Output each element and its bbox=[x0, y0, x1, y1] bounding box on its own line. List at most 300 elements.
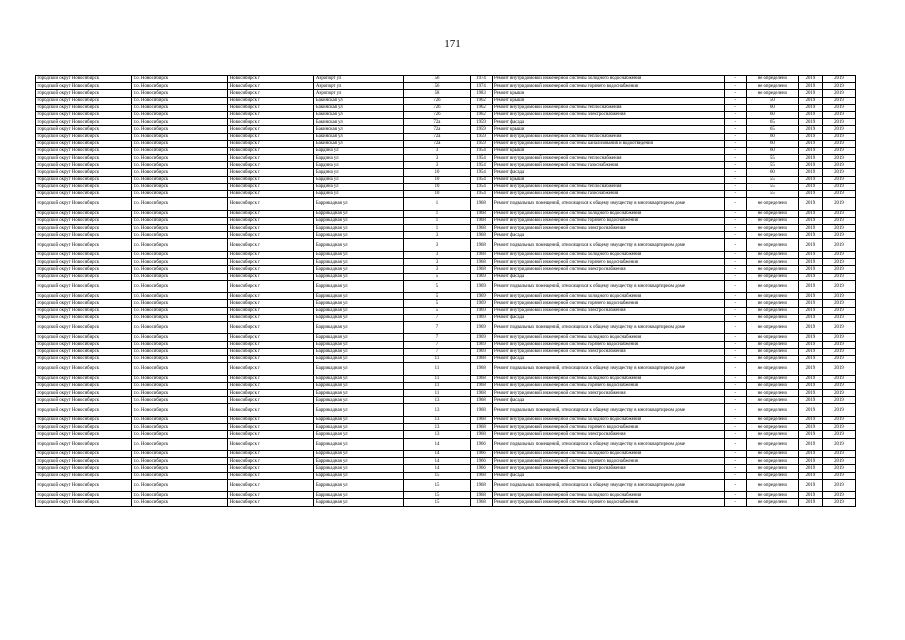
cell-year-end: 2019 bbox=[822, 499, 855, 506]
cell-street: Баррикадная ул bbox=[314, 492, 404, 499]
cell-year-start: 2019 bbox=[798, 104, 822, 111]
cell-year: 1974 bbox=[470, 76, 492, 83]
table-row bbox=[36, 155, 856, 162]
cell-cost: не определено bbox=[746, 465, 798, 472]
cell-city-district: г.о. Новосибирск bbox=[132, 104, 228, 111]
cell-street: Баррикадная ул bbox=[314, 210, 404, 217]
cell-dash: - bbox=[724, 210, 746, 217]
cell-dash: - bbox=[724, 147, 746, 154]
cell-okrug: городской округ Новосибирск bbox=[36, 147, 132, 154]
cell-city-district: г.о. Новосибирск bbox=[132, 348, 228, 355]
cell-year-start: 2019 bbox=[798, 176, 822, 183]
cell-house: 72б bbox=[404, 97, 470, 104]
cell-year-start: 2019 bbox=[798, 375, 822, 382]
cell-street: Баррикадная ул bbox=[314, 375, 404, 382]
cell-okrug: городской округ Новосибирск bbox=[36, 217, 132, 224]
cell-cost: 65 bbox=[746, 126, 798, 133]
cell-house: 15 bbox=[404, 492, 470, 499]
cell-cost: не определено bbox=[746, 266, 798, 273]
cell-city-district: г.о. Новосибирск bbox=[132, 183, 228, 190]
cell-street: Баррикадная ул bbox=[314, 217, 404, 224]
cell-year: 1962 bbox=[470, 97, 492, 104]
cell-city-district: г.о. Новосибирск bbox=[132, 382, 228, 389]
cell-year-end: 2019 bbox=[822, 266, 855, 273]
cell-year-start: 2019 bbox=[798, 416, 822, 423]
cell-year-start: 2019 bbox=[798, 191, 822, 198]
cell-street: Бардина ул bbox=[314, 147, 404, 154]
cell-street: Баррикадная ул bbox=[314, 251, 404, 258]
cell-work-type: Ремонт внутридомовой инженерной системы горячего водоснабжения bbox=[492, 341, 724, 348]
cell-okrug: городской округ Новосибирск bbox=[36, 465, 132, 472]
cell-okrug: городской округ Новосибирск bbox=[36, 479, 132, 492]
cell-year: 1954 bbox=[470, 162, 492, 169]
table-row bbox=[36, 210, 856, 217]
cell-year-start: 2019 bbox=[798, 119, 822, 126]
cell-city-district: г.о. Новосибирск bbox=[132, 126, 228, 133]
cell-year-start: 2019 bbox=[798, 307, 822, 314]
cell-cost: не определено bbox=[746, 307, 798, 314]
cell-street: Баррикадная ул bbox=[314, 431, 404, 438]
cell-city: Новосибирск г bbox=[228, 217, 314, 224]
cell-house: 13 bbox=[404, 404, 470, 417]
cell-city: Новосибирск г bbox=[228, 424, 314, 431]
cell-street: Бардина ул bbox=[314, 191, 404, 198]
cell-year-start: 2019 bbox=[798, 293, 822, 300]
cell-okrug: городской округ Новосибирск bbox=[36, 97, 132, 104]
cell-year-end: 2019 bbox=[822, 334, 855, 341]
cell-okrug: городской округ Новосибирск bbox=[36, 259, 132, 266]
cell-street: Бакинская ул bbox=[314, 111, 404, 118]
cell-dash: - bbox=[724, 225, 746, 232]
cell-city: Новосибирск г bbox=[228, 266, 314, 273]
cell-city: Новосибирск г bbox=[228, 341, 314, 348]
cell-year: 1966 bbox=[470, 451, 492, 458]
cell-okrug: городской округ Новосибирск bbox=[36, 251, 132, 258]
cell-street: Баррикадная ул bbox=[314, 438, 404, 451]
cell-cost: 55 bbox=[746, 183, 798, 190]
cell-dash: - bbox=[724, 321, 746, 334]
cell-house: 10 bbox=[404, 191, 470, 198]
table-row bbox=[36, 266, 856, 273]
cell-year-start: 2019 bbox=[798, 83, 822, 90]
cell-okrug: городской округ Новосибирск bbox=[36, 266, 132, 273]
cell-street: Баррикадная ул bbox=[314, 451, 404, 458]
cell-street: Бардина ул bbox=[314, 176, 404, 183]
cell-street: Бардина ул bbox=[314, 155, 404, 162]
cell-dash: - bbox=[724, 375, 746, 382]
cell-city-district: г.о. Новосибирск bbox=[132, 97, 228, 104]
cell-year-start: 2019 bbox=[798, 225, 822, 232]
cell-cost: не определено bbox=[746, 273, 798, 280]
cell-dash: - bbox=[724, 90, 746, 97]
table-row bbox=[36, 492, 856, 499]
cell-city-district: г.о. Новосибирск bbox=[132, 416, 228, 423]
cell-year-start: 2019 bbox=[798, 465, 822, 472]
cell-city: Новосибирск г bbox=[228, 293, 314, 300]
table-row bbox=[36, 140, 856, 147]
cell-year: 1969 bbox=[470, 334, 492, 341]
cell-year: 1968 bbox=[470, 472, 492, 479]
table-row bbox=[36, 162, 856, 169]
cell-year: 1968 bbox=[470, 266, 492, 273]
cell-city: Новосибирск г bbox=[228, 191, 314, 198]
cell-year-start: 2019 bbox=[798, 397, 822, 404]
cell-year: 1969 bbox=[470, 293, 492, 300]
cell-house: 14 bbox=[404, 465, 470, 472]
cell-work-type: Ремонт внутридомовой инженерной системы горячего водоснабжения bbox=[492, 424, 724, 431]
cell-city-district: г.о. Новосибирск bbox=[132, 314, 228, 321]
cell-cost: не определено bbox=[746, 341, 798, 348]
cell-year-end: 2019 bbox=[822, 492, 855, 499]
table-row bbox=[36, 300, 856, 307]
cell-year: 1954 bbox=[470, 191, 492, 198]
cell-city: Новосибирск г bbox=[228, 314, 314, 321]
cell-year-end: 2019 bbox=[822, 363, 855, 376]
cell-dash: - bbox=[724, 191, 746, 198]
cell-city-district: г.о. Новосибирск bbox=[132, 451, 228, 458]
cell-street: Аэропорт ул bbox=[314, 90, 404, 97]
cell-year-end: 2019 bbox=[822, 183, 855, 190]
cell-cost: не определено bbox=[746, 416, 798, 423]
cell-year: 1969 bbox=[470, 300, 492, 307]
cell-year-start: 2019 bbox=[798, 458, 822, 465]
cell-year-end: 2019 bbox=[822, 479, 855, 492]
table-row bbox=[36, 280, 856, 293]
cell-street: Бардина ул bbox=[314, 162, 404, 169]
cell-city-district: г.о. Новосибирск bbox=[132, 169, 228, 176]
cell-work-type: Ремонт подвальных помещений, относящихся к общему имуществу в многоквартирном доме bbox=[492, 198, 724, 211]
cell-year-end: 2019 bbox=[822, 472, 855, 479]
cell-year-end: 2019 bbox=[822, 133, 855, 140]
cell-year: 1954 bbox=[470, 183, 492, 190]
cell-city: Новосибирск г bbox=[228, 225, 314, 232]
cell-year-end: 2019 bbox=[822, 251, 855, 258]
cell-year-end: 2019 bbox=[822, 397, 855, 404]
cell-year-start: 2019 bbox=[798, 210, 822, 217]
cell-year-start: 2019 bbox=[798, 76, 822, 83]
cell-work-type: Ремонт фасада bbox=[492, 472, 724, 479]
cell-cost: не определено bbox=[746, 259, 798, 266]
table-row bbox=[36, 499, 856, 506]
cell-year-end: 2019 bbox=[822, 217, 855, 224]
cell-okrug: городской округ Новосибирск bbox=[36, 424, 132, 431]
cell-cost: не определено bbox=[746, 451, 798, 458]
cell-year: 1968 bbox=[470, 363, 492, 376]
cell-city: Новосибирск г bbox=[228, 499, 314, 506]
cell-dash: - bbox=[724, 416, 746, 423]
table-row bbox=[36, 251, 856, 258]
cell-city: Новосибирск г bbox=[228, 307, 314, 314]
table-row bbox=[36, 348, 856, 355]
cell-work-type: Ремонт внутридомовой инженерной системы холодного водоснабжения bbox=[492, 293, 724, 300]
table-row bbox=[36, 479, 856, 492]
cell-year: 1966 bbox=[470, 438, 492, 451]
cell-year: 1974 bbox=[470, 83, 492, 90]
cell-street: Баррикадная ул bbox=[314, 225, 404, 232]
cell-year-start: 2019 bbox=[798, 280, 822, 293]
cell-street: Аэропорт ул bbox=[314, 83, 404, 90]
cell-dash: - bbox=[724, 451, 746, 458]
cell-street: Бакинская ул bbox=[314, 133, 404, 140]
cell-city: Новосибирск г bbox=[228, 465, 314, 472]
cell-year-start: 2019 bbox=[798, 162, 822, 169]
cell-house: 72б bbox=[404, 104, 470, 111]
cell-cost: 50 bbox=[746, 97, 798, 104]
cell-work-type: Ремонт крыши bbox=[492, 147, 724, 154]
cell-city: Новосибирск г bbox=[228, 97, 314, 104]
cell-dash: - bbox=[724, 169, 746, 176]
cell-okrug: городской округ Новосибирск bbox=[36, 390, 132, 397]
table-row bbox=[36, 198, 856, 211]
cell-cost: не определено bbox=[746, 314, 798, 321]
cell-city: Новосибирск г bbox=[228, 300, 314, 307]
cell-city: Новосибирск г bbox=[228, 76, 314, 83]
cell-cost: 60 bbox=[746, 169, 798, 176]
table-row bbox=[36, 416, 856, 423]
cell-cost: не определено bbox=[746, 472, 798, 479]
cell-year-end: 2019 bbox=[822, 390, 855, 397]
cell-okrug: городской округ Новосибирск bbox=[36, 293, 132, 300]
cell-work-type: Ремонт внутридомовой инженерной системы холодного водоснабжения bbox=[492, 251, 724, 258]
cell-year: 1969 bbox=[470, 341, 492, 348]
cell-year-end: 2019 bbox=[822, 458, 855, 465]
cell-work-type: Ремонт фасада bbox=[492, 119, 724, 126]
table-row bbox=[36, 431, 856, 438]
cell-city-district: г.о. Новосибирск bbox=[132, 155, 228, 162]
cell-year: 1983 bbox=[470, 90, 492, 97]
cell-dash: - bbox=[724, 97, 746, 104]
cell-city: Новосибирск г bbox=[228, 416, 314, 423]
cell-year: 1969 bbox=[470, 314, 492, 321]
cell-house: 1 bbox=[404, 210, 470, 217]
cell-work-type: Ремонт внутридомовой инженерной системы газоснабжения bbox=[492, 191, 724, 198]
cell-cost: 55 bbox=[746, 162, 798, 169]
cell-house: 3 bbox=[404, 232, 470, 239]
cell-cost: не определено bbox=[746, 424, 798, 431]
cell-year-end: 2019 bbox=[822, 225, 855, 232]
cell-house: 5 bbox=[404, 273, 470, 280]
cell-house: 14 bbox=[404, 458, 470, 465]
table-row bbox=[36, 119, 856, 126]
cell-work-type: Ремонт внутридомовой инженерной системы горячего водоснабжения bbox=[492, 259, 724, 266]
cell-city: Новосибирск г bbox=[228, 321, 314, 334]
cell-work-type: Ремонт крыши bbox=[492, 126, 724, 133]
table-row bbox=[36, 293, 856, 300]
cell-city-district: г.о. Новосибирск bbox=[132, 140, 228, 147]
cell-work-type: Ремонт внутридомовой инженерной системы горячего водоснабжения bbox=[492, 217, 724, 224]
cell-city-district: г.о. Новосибирск bbox=[132, 424, 228, 431]
cell-year-start: 2019 bbox=[798, 479, 822, 492]
cell-okrug: городской округ Новосибирск bbox=[36, 492, 132, 499]
table-row bbox=[36, 458, 856, 465]
cell-work-type: Ремонт внутридомовой инженерной системы электроснабжения bbox=[492, 348, 724, 355]
cell-city: Новосибирск г bbox=[228, 273, 314, 280]
cell-city-district: г.о. Новосибирск bbox=[132, 404, 228, 417]
cell-cost: не определено bbox=[746, 431, 798, 438]
table-row bbox=[36, 451, 856, 458]
table-row bbox=[36, 232, 856, 239]
cell-okrug: городской округ Новосибирск bbox=[36, 321, 132, 334]
cell-okrug: городской округ Новосибирск bbox=[36, 416, 132, 423]
cell-work-type: Ремонт фасада bbox=[492, 169, 724, 176]
cell-year: 1968 bbox=[470, 382, 492, 389]
cell-year: 1968 bbox=[470, 259, 492, 266]
cell-city: Новосибирск г bbox=[228, 280, 314, 293]
table-row bbox=[36, 273, 856, 280]
cell-street: Аэропорт ул bbox=[314, 76, 404, 83]
table-row bbox=[36, 76, 856, 83]
cell-year-start: 2019 bbox=[798, 183, 822, 190]
cell-dash: - bbox=[724, 465, 746, 472]
cell-house: 14 bbox=[404, 438, 470, 451]
cell-okrug: городской округ Новосибирск bbox=[36, 162, 132, 169]
cell-city: Новосибирск г bbox=[228, 111, 314, 118]
cell-house: 11 bbox=[404, 375, 470, 382]
cell-city-district: г.о. Новосибирск bbox=[132, 76, 228, 83]
cell-work-type: Ремонт внутридомовой инженерной системы электроснабжения bbox=[492, 390, 724, 397]
cell-city-district: г.о. Новосибирск bbox=[132, 147, 228, 154]
cell-city-district: г.о. Новосибирск bbox=[132, 83, 228, 90]
cell-year-start: 2019 bbox=[798, 438, 822, 451]
cell-year: 1968 bbox=[470, 416, 492, 423]
cell-year-start: 2019 bbox=[798, 111, 822, 118]
cell-dash: - bbox=[724, 126, 746, 133]
cell-street: Баррикадная ул bbox=[314, 321, 404, 334]
cell-year: 1968 bbox=[470, 217, 492, 224]
cell-year-start: 2019 bbox=[798, 451, 822, 458]
cell-okrug: городской округ Новосибирск bbox=[36, 356, 132, 363]
cell-house: 11 bbox=[404, 356, 470, 363]
table-row bbox=[36, 307, 856, 314]
cell-year: 1968 bbox=[470, 479, 492, 492]
table-row bbox=[36, 225, 856, 232]
cell-year-end: 2019 bbox=[822, 375, 855, 382]
cell-year: 1968 bbox=[470, 404, 492, 417]
cell-cost: не определено bbox=[746, 492, 798, 499]
cell-city: Новосибирск г bbox=[228, 119, 314, 126]
cell-year-end: 2019 bbox=[822, 300, 855, 307]
cell-cost: не определено bbox=[746, 321, 798, 334]
cell-year-end: 2019 bbox=[822, 348, 855, 355]
table-row bbox=[36, 356, 856, 363]
cell-okrug: городской округ Новосибирск bbox=[36, 280, 132, 293]
cell-year-start: 2019 bbox=[798, 259, 822, 266]
cell-cost: не определено bbox=[746, 232, 798, 239]
cell-city: Новосибирск г bbox=[228, 356, 314, 363]
cell-city: Новосибирск г bbox=[228, 259, 314, 266]
cell-street: Баррикадная ул bbox=[314, 259, 404, 266]
cell-city-district: г.о. Новосибирск bbox=[132, 397, 228, 404]
table-row bbox=[36, 83, 856, 90]
cell-cost: не определено bbox=[746, 293, 798, 300]
cell-year: 1968 bbox=[470, 424, 492, 431]
cell-year-end: 2019 bbox=[822, 210, 855, 217]
cell-city: Новосибирск г bbox=[228, 431, 314, 438]
cell-cost: не определено bbox=[746, 334, 798, 341]
cell-okrug: городской округ Новосибирск bbox=[36, 458, 132, 465]
cell-year-end: 2019 bbox=[822, 90, 855, 97]
cell-year: 1968 bbox=[470, 239, 492, 252]
cell-house: 15 bbox=[404, 499, 470, 506]
cell-year: 1968 bbox=[470, 251, 492, 258]
cell-city: Новосибирск г bbox=[228, 104, 314, 111]
cell-city-district: г.о. Новосибирск bbox=[132, 431, 228, 438]
cell-house: 10 bbox=[404, 169, 470, 176]
table-row bbox=[36, 217, 856, 224]
cell-year-end: 2019 bbox=[822, 259, 855, 266]
cell-dash: - bbox=[724, 404, 746, 417]
cell-street: Бакинская ул bbox=[314, 140, 404, 147]
cell-city-district: г.о. Новосибирск bbox=[132, 465, 228, 472]
cell-year-end: 2019 bbox=[822, 416, 855, 423]
cell-cost: не определено bbox=[746, 217, 798, 224]
cell-street: Бардина ул bbox=[314, 183, 404, 190]
cell-dash: - bbox=[724, 363, 746, 376]
cell-work-type: Ремонт внутридомовой инженерной системы теплоснабжения bbox=[492, 183, 724, 190]
cell-year-end: 2019 bbox=[822, 341, 855, 348]
cell-work-type: Ремонт фасада bbox=[492, 232, 724, 239]
cell-year: 1968 bbox=[470, 225, 492, 232]
cell-dash: - bbox=[724, 266, 746, 273]
cell-city-district: г.о. Новосибирск bbox=[132, 390, 228, 397]
cell-okrug: городской округ Новосибирск bbox=[36, 397, 132, 404]
cell-dash: - bbox=[724, 259, 746, 266]
cell-city-district: г.о. Новосибирск bbox=[132, 307, 228, 314]
table-row bbox=[36, 404, 856, 417]
cell-year-start: 2019 bbox=[798, 147, 822, 154]
cell-city: Новосибирск г bbox=[228, 126, 314, 133]
cell-dash: - bbox=[724, 251, 746, 258]
cell-house: 5 bbox=[404, 307, 470, 314]
cell-year-end: 2019 bbox=[822, 97, 855, 104]
cell-house: 10 bbox=[404, 176, 470, 183]
table-row bbox=[36, 191, 856, 198]
cell-okrug: городской округ Новосибирск bbox=[36, 191, 132, 198]
cell-city-district: г.о. Новосибирск bbox=[132, 321, 228, 334]
cell-okrug: городской округ Новосибирск bbox=[36, 133, 132, 140]
cell-okrug: городской округ Новосибирск bbox=[36, 225, 132, 232]
cell-year-end: 2019 bbox=[822, 169, 855, 176]
cell-city-district: г.о. Новосибирск bbox=[132, 217, 228, 224]
cell-house: 10 bbox=[404, 183, 470, 190]
cell-house: 1 bbox=[404, 217, 470, 224]
cell-street: Баррикадная ул bbox=[314, 314, 404, 321]
cell-work-type: Ремонт внутридомовой инженерной системы горячего водоснабжения bbox=[492, 458, 724, 465]
cell-year-start: 2019 bbox=[798, 239, 822, 252]
cell-year-end: 2019 bbox=[822, 155, 855, 162]
cell-city-district: г.о. Новосибирск bbox=[132, 363, 228, 376]
cell-house: 7 bbox=[404, 321, 470, 334]
cell-city: Новосибирск г bbox=[228, 183, 314, 190]
cell-year-start: 2019 bbox=[798, 232, 822, 239]
table-row bbox=[36, 90, 856, 97]
cell-cost: 60 bbox=[746, 140, 798, 147]
cell-city: Новосибирск г bbox=[228, 492, 314, 499]
cell-okrug: городской округ Новосибирск bbox=[36, 431, 132, 438]
cell-year: 1969 bbox=[470, 273, 492, 280]
cell-year-end: 2019 bbox=[822, 176, 855, 183]
cell-city-district: г.о. Новосибирск bbox=[132, 111, 228, 118]
cell-cost: не определено bbox=[746, 458, 798, 465]
table-row bbox=[36, 363, 856, 376]
cell-dash: - bbox=[724, 155, 746, 162]
cell-year-start: 2019 bbox=[798, 382, 822, 389]
cell-street: Баррикадная ул bbox=[314, 300, 404, 307]
cell-dash: - bbox=[724, 438, 746, 451]
table-row bbox=[36, 438, 856, 451]
cell-dash: - bbox=[724, 280, 746, 293]
cell-dash: - bbox=[724, 198, 746, 211]
